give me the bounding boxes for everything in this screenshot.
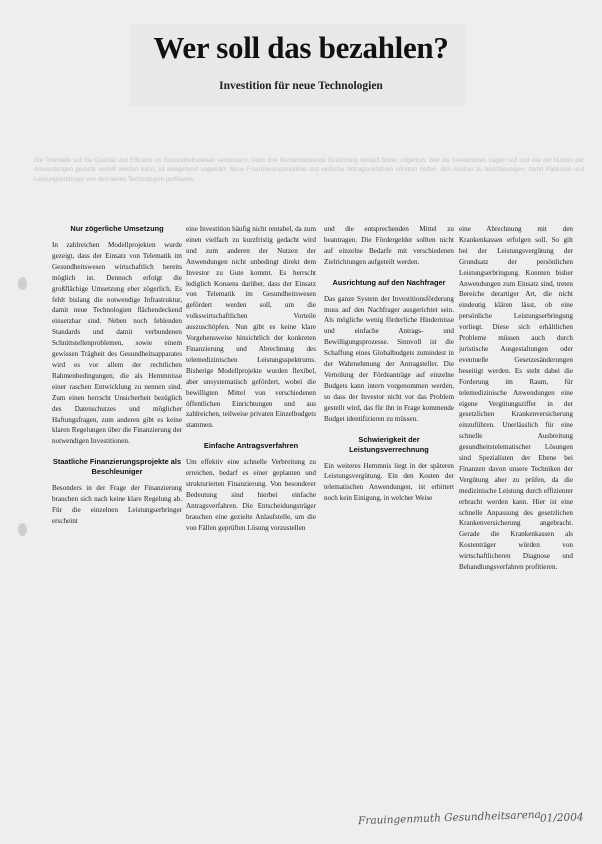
handwritten-source-note: Frauingenmuth Gesundheitsarena (357, 808, 542, 828)
section-heading: Staatliche Finanzierungsprojekte als Beschleuniger (52, 457, 182, 477)
section-heading: Ausrichtung auf den Nachfrager (332, 277, 446, 287)
column-1 (52, 224, 182, 604)
article-body (52, 224, 573, 604)
paragraph: Um effektiv eine schnelle Verbreitung zu erreichen, bedarf es einer geplanten und strukturierten Finanzierung. Von besonderer Bedeutung sind hierbei einfache Antragsverfahren. Die Entscheidungsträger brauchen eine gezielte Anlaufstelle, um die von Fällen geprüften Lösung vorzustellen (186, 458, 316, 532)
paragraph: Besonders in der Frage der Finanzierung brauchen sich nach keine klare Regelung ab. Für die einzelnen Leistungserbringer erscheint (52, 484, 182, 525)
section-heading: Nur zögerliche Umsetzung (70, 224, 164, 233)
paragraph: Ein weiteres Hemmnis liegt in der späteren Leistungsvergütung. Ein den Kosten der telematischen Anwendungen, ist erbittert noch kein Einigung, in welcher Weise (324, 461, 454, 503)
column-2 (186, 224, 316, 604)
paragraph: und die entsprechenden Mittel zu beantragen. Die Fördergelder sollten nicht auf einzelne Bedarfe mit verschiedenen Zielrichtungen aufgeteilt werden. (324, 225, 454, 266)
punch-hole-2 (18, 523, 27, 536)
punch-hole-1 (18, 277, 27, 290)
section-heading: Schwierigkeit der Leistungsverrechnung (349, 434, 429, 454)
column-4 (459, 224, 573, 604)
column-3 (324, 224, 454, 604)
handwritten-date-note: 01/2004 (539, 811, 584, 825)
paragraph: eine Investition häufig nicht rentabel, da zum einen vielfach zu kurzfristig gedacht wird und zum anderen der Nutzen der Anwendungen nicht unbedingt direkt dem Investor zu Gute kommt. Es herrscht lediglich Konsens darüber, dass der Einsatz von Telematik im Gesundheitswesen gefördert werden soll, um die volkswirtschaftlichen Vorteile auszuschöpfen. Nun gibt es keine klare Vorgehensweise hinsichtlich der konkreten Finanzierung und Abrechnung des telemedizinischen Leistungsspektrums. Bisherige Modellprojekte wurden flexibel, aber unsystematisch gefördert, wobei die bewilligten Mittel von verschiedenen öffentlichen Einrichtungen und aus zahlreichen, teilweise privaten Einzelbudgets stammen. (186, 225, 316, 430)
lead-paragraph (34, 156, 584, 184)
lead-text: Die Telematik soll die Qualität und Effizienz im Gesundheitswesen verbessern. Doch ihre flächendeckende Einführung verläuft bisher zögerlich. Wer die Investitionen tragen soll und wie der Nutzen der Anwendungen gerecht verteilt werden kann, ist weitgehend ungeklärt. Neue Finanzierungsmodelle und einfache Antragsverfahren könnten helfen, den Ausbau zu beschleunigen, damit Patienten und Leistungserbringer von den neuen Technologien profitieren. (34, 157, 584, 183)
subheadline: Investition für neue Technologien (219, 80, 383, 92)
paragraph: eine Abrechnung mit den Krankenkassen erfolgen soll. So gilt bei der Leistungsvergütung der Grundsatz der persönlichen Leistungserbringung. Konnten bisher Anwendungen zum Einsatz sind, treten Bereiche derartiger Art, die nicht eindeutig klären lässt, ob eine persönliche Leistungserbringung vorliegt. Diese sich erhältlichen Probleme müssen auch durch juristische Ausgestaltungen oder eventuelle Gesetzesänderungen beseitigt werden. Es steht dabei die Forderung im Raum, für telemedizinische Anwendungen eine eigene Vergütungsziffer in der gesetzlichen Krankenversicherung einzuführen. Unerlässlich für eine schnelle Ausbreitung gesundheitstelematischer Lösungen sind Spezialisten der Ebene bei Finanzen davon unsere Techniken der Vergütung aber zu prüfen, da die medizinische Leistung durch effizienter erbracht werden kann. Hier ist eine schnelle Anpassung des gesetzlichen Krankenversicherung angebracht. Gerade die Krankenkassen als Kostenträger würden von wirtschaftlicheren Diagnose und Behandlungsverfahren profitieren. (459, 225, 573, 572)
headline: Wer soll das bezahlen? (153, 30, 449, 65)
section-heading: Einfache Antragsverfahren (203, 441, 299, 451)
paragraph: Das ganze System der Investitionsförderung muss auf den Nachfrager ausgerichtet sein. Als mögliche wenig förderliche Hindernisse und einfache Antrags- und Bewilligungsprozesse. Sinnvoll ist die Schaffung eines Globalbudgets zumindest in der Wahrnehmung der Antragsteller. Die Verteilung der Fördeanträge auf einzelne Budgets kann intern vorgenommen werden, so dass der Investor nicht vor das Problem gestellt wird, das für ihn in Frage kommende Budget identifizieren zu müssen. (324, 294, 454, 423)
paragraph: In zahlreichen Modellprojekten wurde gezeigt, dass der Einsatz von Telematik im Gesundheitswesen wirtschaftlich bereits möglich ist. Dennoch erfolgt die großflächige Umsetzung eher zögerlich. Es fehlt bislang die notwendige Infrastruktur, damit neue Technologien flächendeckend einsetzbar sind. Neben noch fehlenden Standards und damit verbundenen Schnittstellenproblemen, sowie einem gewissen Trägheit des Gesundheitsapparates wird es vor allem der rechtlichen Rahmenbedingungen, die als Hemmnisse einer raschen Entwicklung zu nennen sind. Zum einen herrscht Unsicherheit bezüglich des Datenschutzes und möglicher Haftungsfragen, zum anderen gibt es keine klaren Regelungen über die Finanzierung der notwendigen Investitionen. (52, 241, 182, 446)
